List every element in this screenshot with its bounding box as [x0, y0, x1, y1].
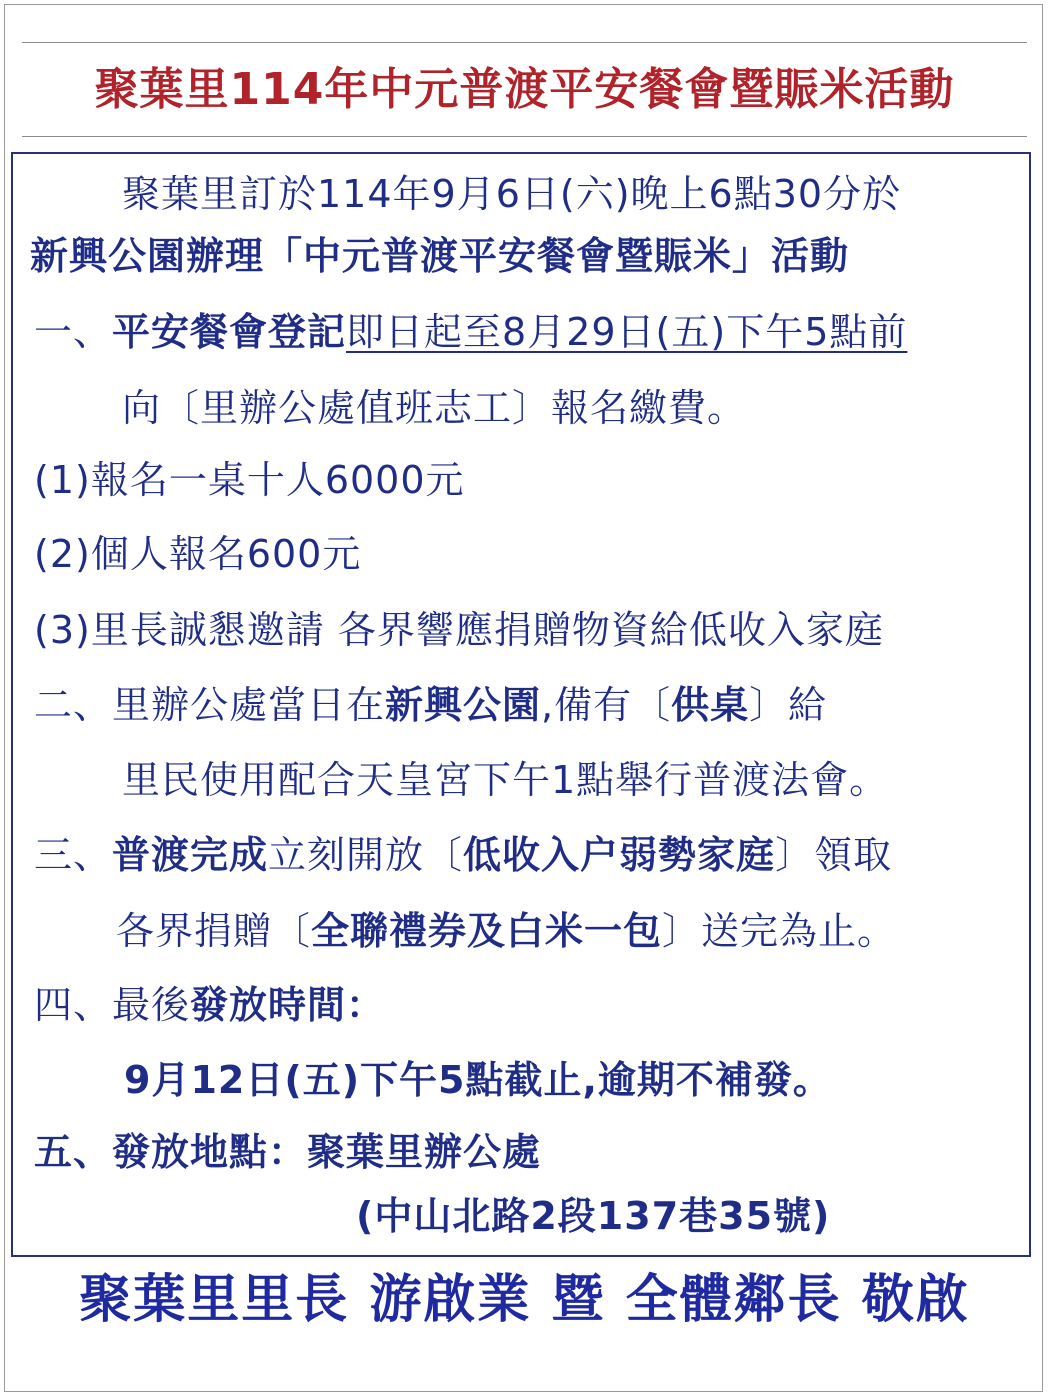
notice-title: 聚葉里114年中元普渡平安餐會暨賑米活動 [94, 64, 955, 115]
intro-line-1: 聚葉里訂於114年9月6日(六)晚上6點30分於 [122, 172, 902, 216]
section-3-text-a: 立刻開放〔 [268, 833, 464, 877]
section-1-line-2: 向〔里辦公處值班志工〕報名繳費。 [122, 386, 747, 430]
section-3-text-b: 〕領取 [775, 833, 893, 877]
section-2-table: 供桌 [671, 683, 750, 727]
section-4-heading-a: 最後 [112, 983, 191, 1027]
section-3-line-1 [34, 825, 892, 885]
section-4-prefix: 四、 [34, 983, 113, 1027]
section-3-heading: 普渡完成 [112, 833, 269, 877]
section-4-line-1 [34, 975, 385, 1035]
title-rule-bottom [22, 136, 1027, 137]
section-2-line-2: 里民使用配合天皇宮下午1點舉行普渡法會。 [122, 758, 889, 802]
section-4-heading-b: 發放時間： [190, 983, 386, 1027]
section-5-prefix: 五、 [34, 1130, 113, 1174]
section-3-line-2-a: 各界捐贈〔 [116, 909, 312, 953]
section-3-prefix: 三、 [34, 833, 113, 877]
section-1-line-1 [34, 302, 907, 362]
section-4-line-2: 9月12日(五)下午5點截止,逾期不補發。 [124, 1058, 832, 1102]
section-2-line-1 [34, 675, 827, 735]
section-3-line-2-b: 〕送完為止。 [662, 909, 897, 953]
section-2-text-a: 里辦公處當日在 [112, 683, 386, 727]
section-1-item-2: (2)個人報名600元 [34, 532, 362, 576]
section-1-prefix: 一、 [34, 310, 113, 354]
section-5-address: (中山北路2段137巷35號) [356, 1194, 831, 1238]
section-3-target: 低收入户弱勢家庭 [463, 833, 776, 877]
section-1-item-1: (1)報名一桌十人6000元 [34, 458, 465, 502]
section-5-line-1 [34, 1122, 541, 1182]
signature-footer: 聚葉里里長 游啟業 暨 全體鄰長 敬啟 [79, 1270, 970, 1330]
section-2-place: 新興公園 [385, 683, 542, 727]
section-3-gift: 全聯禮券及白米一包 [311, 909, 663, 953]
section-5-heading: 發放地點：聚葉里辦公處 [112, 1130, 542, 1174]
section-2-text-c: 〕給 [749, 683, 828, 727]
section-1-deadline: 即日起至8月29日(五)下午5點前 [346, 310, 908, 354]
intro-line-2: 新興公園辦理「中元普渡平安餐會暨賑米」活動 [30, 234, 850, 278]
section-3-line-2 [116, 901, 896, 961]
section-2-prefix: 二、 [34, 683, 113, 727]
section-1-item-3: (3)里長誠懇邀請 各界響應捐贈物資給低收入家庭 [34, 608, 884, 652]
title-rule-top [22, 42, 1027, 43]
section-1-heading: 平安餐會登記 [112, 310, 347, 354]
section-2-text-b: ,備有〔 [541, 683, 672, 727]
